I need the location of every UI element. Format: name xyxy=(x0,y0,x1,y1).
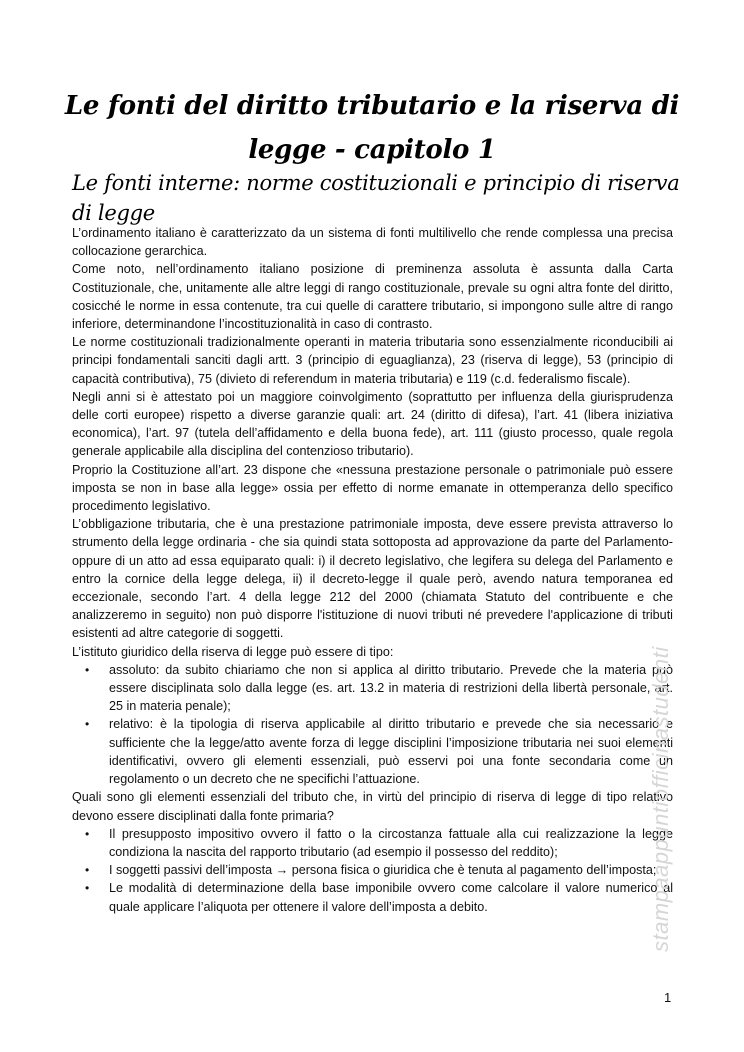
essential-elements-list xyxy=(72,825,673,916)
bullet-icon: • xyxy=(85,662,90,677)
list-item-text: Le modalità di determinazione della base imponibile ovvero come calcolare il valore numerico al quale applicare l’aliquota per ottenere il valore dell’imposta a debito. xyxy=(109,881,673,914)
paragraph: Negli anni si è attestato poi un maggiore coinvolgimento (soprattutto per influenza della giurisprudenza delle corti europee) rispetto a diverse garanzie quali: art. 24 (diritto di difesa), l’art. 41 (libera iniziativa economica), l’art. 97 (tutela dell’affidamento e della buona fede), art. 111 (giusto processo, quale regola generale applicabile alla disciplina del contenzioso tributario). xyxy=(72,389,673,459)
paragraph: Come noto, nell’ordinamento italiano posizione di preminenza assoluta è assunta dalla Carta Costituzionale, che, unitamente alle altre leggi di rango costituzionale, prevale su ogni altra fonte del diritto, cosicché le norme in essa contenute, tra cui quelle di carattere tributario, si impongono sulle altre di rango inferiore, determinandone l’incostituzionalità in caso di contrasto. xyxy=(72,262,673,332)
list-item-text: relativo: è la tipologia di riserva applicabile al diritto tributario e prevede che sia necessario e sufficiente che la legge/atto avente forza di legge disciplini l’imposizione tributaria nei suoi elementi identificativi, ovvero gli elementi essenziali, può esservi poi una fonte secondaria come un regolamento o un decreto che ne specifichi l’attuazione. xyxy=(109,717,673,787)
document-title: Le fonti del diritto tributario e la riserva di legge - capitolo 1 xyxy=(64,91,680,165)
paragraph: L’istituto giuridico della riserva di legge può essere di tipo: xyxy=(72,644,394,659)
list-item-text: Il presupposto impositivo ovvero il fatto o la circostanza fattuale alla cui realizzazione la legge condiziona la nascita del rapporto tributario (ad esempio il possesso del reddito); xyxy=(109,826,673,859)
bullet-icon: • xyxy=(85,863,90,878)
paragraph: L’obbligazione tributaria, che è una prestazione patrimoniale imposta, deve essere prevista attraverso lo strumento della legge ordinaria - che sia quindi stata sottoposta ad approvazione da parte del Parlamento- oppure di un atto ad essa equiparato quali: i) il decreto legislativo, che legifera su delega del Parlamento e entro la cornice della legge delega, ii) il decreto-legge il quale però, avendo natura temporanea ed eccezionale, secondo l’art. 4 della legge 212 del 2000 (chiamata Statuto del contribuente e che analizzeremo in seguito) non può disporre l'istituzione di nuovi tributi né prevedere l'applicazione di tributi esistenti ad altre categorie di soggetti. xyxy=(72,517,673,641)
bullet-icon: • xyxy=(85,826,90,841)
list-item xyxy=(72,879,673,915)
list-item-text: I soggetti passivi dell’imposta → persona fisica o giuridica che è tenuta al pagamento dell’imposta; xyxy=(109,863,657,878)
list-item xyxy=(72,825,673,861)
section-heading: Le fonti interne: norme costituzionali e principio di riserva di legge xyxy=(72,171,680,225)
list-item xyxy=(72,861,673,879)
document-body xyxy=(72,224,673,916)
question-paragraph: Quali sono gli elementi essenziali del tributo che, in virtù del principio di riserva di legge di tipo relativo devono essere disciplinati dalla fonte primaria? xyxy=(72,790,673,823)
list-item-text: assoluto: da subito chiariamo che non si applica al diritto tributario. Prevede che la materia può essere disciplinata solo dalla legge (es. art. 13.2 in materia di restrizioni della libertà personale, art. 25 in materia penale); xyxy=(109,662,673,714)
paragraph: Le norme costituzionali tradizionalmente operanti in materia tributaria sono essenzialmente riconducibili ai principi fondamentali sanciti dagli artt. 3 (principio di eguaglianza), 23 (riserva di legge), 53 (principio di capacità contributiva), 75 (divieto di referendum in materia tributaria) e 119 (c.d. federalismo fiscale). xyxy=(72,335,673,386)
bullet-icon: • xyxy=(85,881,90,896)
riserva-type-list xyxy=(72,661,673,788)
watermark: stampaappuntiofficinastudenti xyxy=(648,646,673,952)
list-item xyxy=(72,661,673,716)
page-number: 1 xyxy=(664,990,672,1005)
list-item xyxy=(72,715,673,788)
bullet-icon: • xyxy=(85,717,90,732)
paragraph: L’ordinamento italiano è caratterizzato da un sistema di fonti multilivello che rende complessa una precisa collocazione gerarchica. xyxy=(72,226,673,259)
paragraph: Proprio la Costituzione all’art. 23 dispone che «nessuna prestazione personale o patrimoniale può essere imposta se non in base alla legge» ossia per effetto di norme emanate in ottemperanza dello specifico procedimento legislativo. xyxy=(72,462,673,514)
